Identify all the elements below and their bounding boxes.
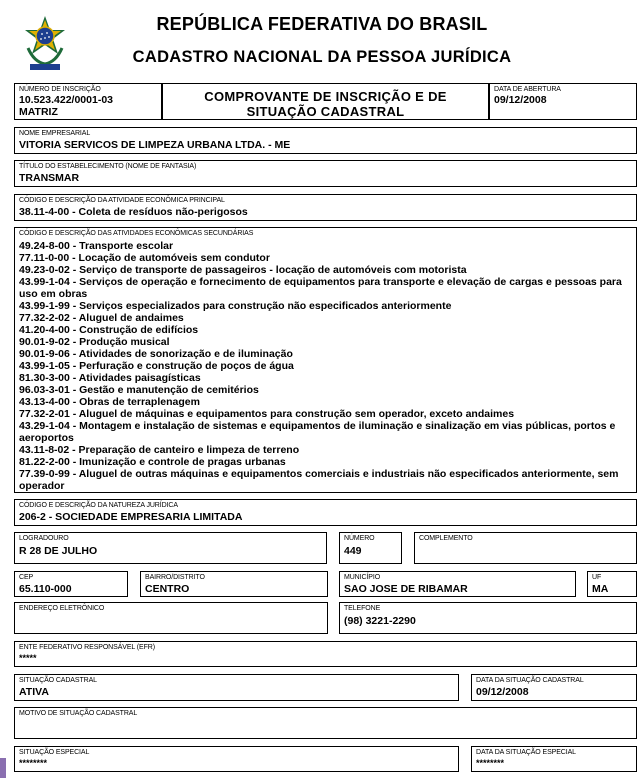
especial-value: ********: [19, 758, 48, 768]
comprovante-line2: SITUAÇÃO CADASTRAL: [246, 104, 405, 119]
secundarias-box: [14, 227, 637, 493]
bairro-value: CENTRO: [145, 583, 190, 595]
comprovante-box: [162, 83, 489, 120]
nome-value: VITORIA SERVICOS DE LIMPEZA URBANA LTDA. - ME: [19, 139, 291, 151]
especial-data-value: ********: [476, 758, 505, 768]
email-label: ENDEREÇO ELETRÔNICO: [19, 605, 105, 612]
cep-box: [14, 571, 128, 597]
abertura-box: [489, 83, 637, 120]
situacao-box: [14, 674, 459, 701]
nome-label: NOME EMPRESARIAL: [19, 130, 91, 137]
principal-value: 38.11-4-00 - Coleta de resíduos não-perigosos: [19, 206, 248, 218]
numero-box: [339, 532, 402, 564]
list-item: 77.32-2-01 - Aluguel de máquinas e equipamentos para construção sem operador, exceto andaimes: [19, 408, 515, 420]
inscricao-type: MATRIZ: [19, 106, 58, 118]
fantasia-value: TRANSMAR: [19, 172, 80, 184]
list-item: 43.99-1-05 - Perfuração e construção de poços de água: [19, 360, 294, 372]
list-item: 43.29-1-04 - Montagem e instalação de sistemas e equipamentos de iluminação e sinalização em vias públicas, portos e aeroportos: [19, 420, 616, 444]
document-title: REPÚBLICA FEDERATIVA DO BRASIL: [156, 14, 488, 34]
fantasia-box: [14, 160, 637, 187]
list-item: 81.30-3-00 - Atividades paisagísticas: [19, 372, 201, 384]
inscricao-number: 10.523.422/0001-03: [19, 94, 114, 106]
uf-label: UF: [592, 574, 602, 581]
list-item: 96.03-3-01 - Gestão e manutenção de cemitérios: [19, 384, 259, 396]
efr-value: *****: [19, 653, 37, 663]
comprovante-line1: COMPROVANTE DE INSCRIÇÃO E DE: [204, 89, 447, 104]
list-item: 43.11-8-02 - Preparação de canteiro e limpeza de terreno: [19, 444, 300, 456]
telefone-value: (98) 3221-2290: [344, 615, 416, 627]
situacao-value: ATIVA: [19, 686, 49, 698]
numero-label: NÚMERO: [344, 535, 375, 542]
telefone-box: [339, 602, 637, 634]
abertura-label: DATA DE ABERTURA: [494, 86, 561, 93]
logradouro-label: LOGRADOURO: [19, 535, 69, 542]
abertura-value: 09/12/2008: [494, 94, 547, 106]
natureza-value: 206-2 - SOCIEDADE EMPRESARIA LIMITADA: [19, 511, 243, 523]
principal-box: [14, 194, 637, 221]
cep-value: 65.110-000: [19, 583, 72, 595]
page-edge-marker: [0, 758, 6, 778]
list-item: 77.11-0-00 - Locação de automóveis sem condutor: [19, 252, 270, 264]
inscricao-box: [14, 83, 162, 120]
especial-data-label: DATA DA SITUAÇÃO ESPECIAL: [476, 749, 576, 756]
list-item: 77.32-2-02 - Aluguel de andaimes: [19, 312, 184, 324]
list-item: 43.99-1-04 - Serviços de operação e fornecimento de equipamentos para transporte e elevação de cargas e pessoas para uso em obras: [19, 276, 622, 300]
email-box: [14, 602, 328, 634]
inscricao-label: NÚMERO DE INSCRIÇÃO: [19, 86, 101, 93]
motivo-box: [14, 707, 637, 739]
logradouro-box: [14, 532, 327, 564]
numero-value: 449: [344, 545, 362, 557]
bairro-label: BAIRRO/DISTRITO: [145, 574, 205, 581]
telefone-label: TELEFONE: [344, 605, 381, 612]
complemento-box: [414, 532, 637, 564]
complemento-label: COMPLEMENTO: [419, 535, 473, 542]
municipio-value: SAO JOSE DE RIBAMAR: [344, 583, 468, 595]
efr-label: ENTE FEDERATIVO RESPONSÁVEL (EFR): [19, 644, 155, 651]
especial-label: SITUAÇÃO ESPECIAL: [19, 749, 90, 756]
uf-box: [587, 571, 637, 597]
document-subtitle: CADASTRO NACIONAL DA PESSOA JURÍDICA: [132, 48, 512, 66]
cep-label: CEP: [19, 574, 34, 581]
municipio-box: [339, 571, 576, 597]
situacao-label: SITUAÇÃO CADASTRAL: [19, 677, 97, 684]
situacao-data-box: [471, 674, 637, 701]
secundarias-label: CÓDIGO E DESCRIÇÃO DAS ATIVIDADES ECONÔMICAS SECUNDÁRIAS: [19, 230, 254, 237]
list-item: 41.20-4-00 - Construção de edifícios: [19, 324, 199, 336]
secundarias-list: [19, 240, 632, 492]
situacao-data-label: DATA DA SITUAÇÃO CADASTRAL: [476, 677, 584, 684]
natureza-label: CÓDIGO E DESCRIÇÃO DA NATUREZA JURÍDICA: [19, 502, 178, 509]
motivo-label: MOTIVO DE SITUAÇÃO CADASTRAL: [19, 710, 138, 717]
nome-box: [14, 127, 637, 154]
list-item: 77.39-0-99 - Aluguel de outras máquinas e equipamentos comerciais e industriais não especificados anteriormente, sem operador: [19, 468, 619, 492]
list-item: 49.24-8-00 - Transporte escolar: [19, 240, 174, 252]
natureza-box: [14, 499, 637, 526]
list-item: 81.22-2-00 - Imunização e controle de pragas urbanas: [19, 456, 286, 468]
logradouro-value: R 28 DE JULHO: [19, 545, 98, 557]
situacao-data-value: 09/12/2008: [476, 686, 529, 698]
list-item: 49.23-0-02 - Serviço de transporte de passageiros - locação de automóveis com motorista: [19, 264, 467, 276]
especial-data-box: [471, 746, 637, 772]
bairro-box: [140, 571, 328, 597]
list-item: 43.13-4-00 - Obras de terraplenagem: [19, 396, 200, 408]
list-item: 43.99-1-99 - Serviços especializados para construção não especificados anteriormente: [19, 300, 452, 312]
list-item: 90.01-9-06 - Atividades de sonorização e de iluminação: [19, 348, 293, 360]
municipio-label: MUNICÍPIO: [344, 574, 381, 581]
efr-box: [14, 641, 637, 667]
principal-label: CÓDIGO E DESCRIÇÃO DA ATIVIDADE ECONÔMICA PRINCIPAL: [19, 197, 225, 204]
especial-box: [14, 746, 459, 772]
list-item: 90.01-9-02 - Produção musical: [19, 336, 170, 348]
fantasia-label: TÍTULO DO ESTABELECIMENTO (NOME DE FANTASIA): [19, 163, 197, 170]
uf-value: MA: [592, 583, 609, 595]
